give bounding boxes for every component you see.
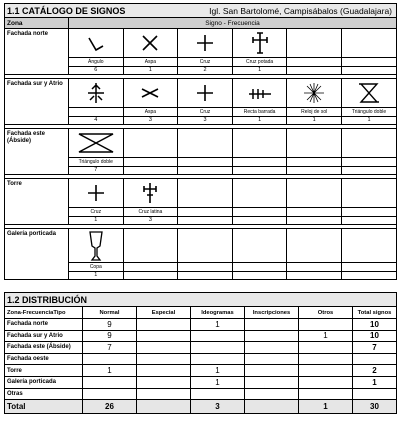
catalog-table — [4, 3, 397, 280]
sign-cell-empty — [341, 179, 396, 225]
sign-cell-empty — [178, 129, 233, 175]
sign-cell-empty — [341, 229, 396, 280]
sign-cell-empty — [178, 229, 233, 280]
table-row: Fachada norte 9 1 10 — [5, 319, 397, 331]
sign-cell: Recta barrada 1 — [232, 79, 287, 125]
sign-cell: Aspa 1 — [123, 29, 178, 75]
sign-cell-empty — [123, 129, 178, 175]
sign-cell: Aspa 3 — [123, 79, 178, 125]
catalog-location: Igl. San Bartolomé, Campisábalos (Guadalajara) — [178, 4, 397, 18]
cross-arrow-icon — [85, 81, 107, 105]
zone-name: Torre — [5, 179, 69, 225]
total-row: Total 26 3 1 30 — [5, 400, 397, 414]
double-triangle-icon — [357, 81, 381, 105]
cup-icon — [88, 230, 104, 262]
zone-row — [5, 79, 397, 125]
table-row: Galería porticada 1 1 — [5, 376, 397, 388]
sign-cell-empty — [232, 179, 287, 225]
zone-row — [5, 29, 397, 75]
cross-icon — [85, 182, 107, 204]
table-row: Otras — [5, 388, 397, 400]
sign-cell: 4 — [69, 79, 124, 125]
table-row: Fachada sur y Atrio 9 1 10 — [5, 330, 397, 342]
zone-name: Galería porticada — [5, 229, 69, 280]
barred-line-icon — [247, 84, 273, 102]
cross-icon — [194, 32, 216, 54]
sign-cell: Cruz latina 3 — [123, 179, 178, 225]
sign-cell-empty — [287, 29, 342, 75]
sign-cell: Cruz 3 — [178, 79, 233, 125]
sign-cell-empty — [232, 229, 287, 280]
sign-cell: Reloj de sol 1 — [287, 79, 342, 125]
catalog-title: 1.1 CATÁLOGO DE SIGNOS — [5, 4, 178, 18]
latin-cross-icon — [139, 181, 161, 205]
sign-cell-empty — [232, 129, 287, 175]
sign-cell: Cruz potada 1 — [232, 29, 287, 75]
sign-cell: Triángulo doble 7 — [69, 129, 124, 175]
sign-cell: Copa 1 — [69, 229, 124, 280]
distribution-header: Zona-FrecuenciaTipo Normal Especial Ideogramas Inscripciones Otros Total signos — [5, 307, 397, 319]
sign-cell-empty — [287, 129, 342, 175]
zone-name: Fachada sur y Atrio — [5, 79, 69, 125]
zone-row — [5, 129, 397, 175]
sign-cell-empty — [341, 129, 396, 175]
sign-cell: Ángulo 6 — [69, 29, 124, 75]
hourglass-icon — [76, 132, 116, 154]
sign-cell-empty — [287, 179, 342, 225]
angle-icon — [85, 32, 107, 54]
sign-cell-empty — [341, 29, 396, 75]
sign-cell: Cruz 2 — [178, 29, 233, 75]
sheet — [4, 3, 396, 414]
zone-row — [5, 179, 397, 225]
col-signo: Signo - Frecuencia — [69, 18, 397, 29]
table-row: Torre 1 1 2 — [5, 365, 397, 377]
zone-name: Fachada este (Ábside) — [5, 129, 69, 175]
cross-potent-icon — [249, 31, 271, 55]
sign-cell-empty — [287, 229, 342, 280]
sign-cell: Triángulo doble 1 — [341, 79, 396, 125]
table-row: Fachada este (Ábside) 7 7 — [5, 342, 397, 354]
sign-cell: Cruz 1 — [69, 179, 124, 225]
col-zona: Zona — [5, 18, 69, 29]
sign-cell-empty — [178, 179, 233, 225]
cross-icon — [194, 82, 216, 104]
table-row: Fachada oeste — [5, 353, 397, 365]
distribution-title: 1.2 DISTRIBUCIÓN — [5, 293, 397, 307]
zone-row — [5, 229, 397, 280]
saltire-icon — [139, 83, 161, 103]
saltire-icon — [139, 32, 161, 54]
distribution-table — [4, 292, 397, 414]
sign-cell-empty — [123, 229, 178, 280]
zone-name: Fachada norte — [5, 29, 69, 75]
sundial-icon — [302, 81, 326, 105]
